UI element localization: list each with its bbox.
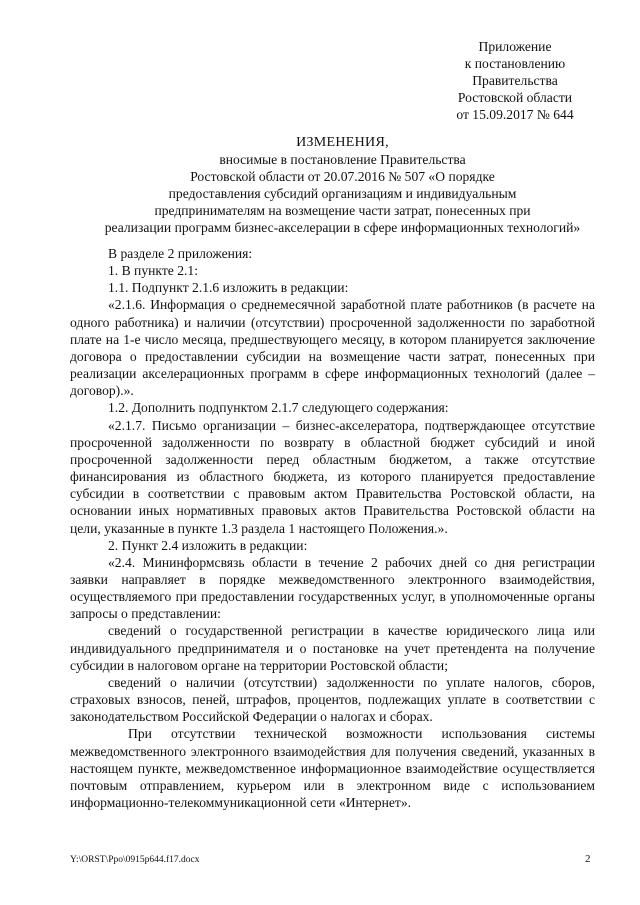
appendix-line: Правительства	[472, 73, 558, 88]
body-paragraph: При отсутствии технической возможности использования системы межведомственного электронного взаимодействия для получения сведений, указанных в настоящем пункте, межведомственное информационное взаимодействие осуществляется почтовым отправлением, курьером или в электронном виде с использованием информационно-телекоммуникационной сети «Интернет».	[70, 726, 595, 810]
body-paragraph: 2. Пункт 2.4 изложить в редакции:	[108, 537, 308, 553]
body-paragraph: «2.1.7. Письмо организации – бизнес-акселератора, подтверждающее отсутствие просроченной задолженности по возврату в областной бюджет субсидий и иной просроченной задолженности перед областным бюджетом, а также отсутствие финансирования из областного бюджета, из которого планируется предоставление субсидии в соответствии с правовым актом Правительства Ростовской области, на основании иных нормативных правовых актов Правительства Ростовской области на цели, указанные в пункте 1.3 раздела 1 настоящего Положения.».	[70, 417, 595, 536]
footer-file-path: Y:\ORST\Ppo\0915p644.f17.docx	[70, 855, 200, 865]
document-title-block	[70, 134, 615, 236]
body-paragraph: В разделе 2 приложения:	[108, 246, 253, 261]
document-title: ИЗМЕНЕНИЯ,	[296, 135, 389, 150]
body-paragraph: 1. В пункте 2.1:	[108, 263, 198, 279]
body-paragraph: 1.2. Дополнить подпунктом 2.1.7 следующего содержания:	[108, 400, 449, 416]
body-paragraph: сведений о государственной регистрации в качестве юридического лица или индивидуального предпринимателя и о постановке на учет претендента на получение субсидии в налоговом органе на территории Ростовской области;	[70, 623, 595, 673]
appendix-line: Приложение	[478, 39, 552, 54]
body-paragraph: «2.1.6. Информация о среднемесячной заработной плате работников (в расчете на одного работника) и наличии (отсутствии) просроченной задолженности по заработной плате на 1-е число месяца, предшествующего месяцу, в котором планируется заключение договора о предоставлении субсидии на возмещение части затрат, понесенных при реализации акселерационных программ в сфере информационных технологий (далее – договор).».	[70, 297, 595, 399]
page-number: 2	[585, 853, 591, 865]
document-subtitle-line: предоставления субсидий организациям и индивидуальным	[168, 186, 517, 201]
body-paragraph: «2.4. Мининформсвязь области в течение 2 рабочих дней со дня регистрации заявки направляет в порядке межведомственного электронного взаимодействия, осуществляемого при предоставлении государственных услуг, в уполномоченные органы запросы о представлении:	[70, 554, 595, 622]
appendix-line: Ростовской области	[457, 90, 573, 105]
body-paragraph: 1.1. Подпункт 2.1.6 изложить в редакции:	[108, 280, 349, 296]
document-subtitle-line: Ростовской области от 20.07.2016 № 507 «О порядке	[190, 169, 495, 184]
appendix-header	[420, 38, 610, 123]
body-paragraph: сведений о наличии (отсутствии) задолженности по уплате налогов, сборов, страховых взносов, пеней, штрафов, процентов, подлежащих уплате в соответствии с законодательством Российской Федерации о налогах и сборах.	[70, 674, 595, 725]
document-body	[70, 245, 595, 811]
document-subtitle-line: реализации программ бизнес-акселерации в сфере информационных технологий»	[104, 220, 581, 235]
document-subtitle-line: предпринимателям на возмещение части затрат, понесенных при	[154, 203, 531, 218]
appendix-line: от 15.09.2017 № 644	[456, 107, 574, 122]
appendix-line: к постановлению	[464, 56, 566, 71]
document-subtitle-line: вносимые в постановление Правительства	[219, 152, 466, 167]
